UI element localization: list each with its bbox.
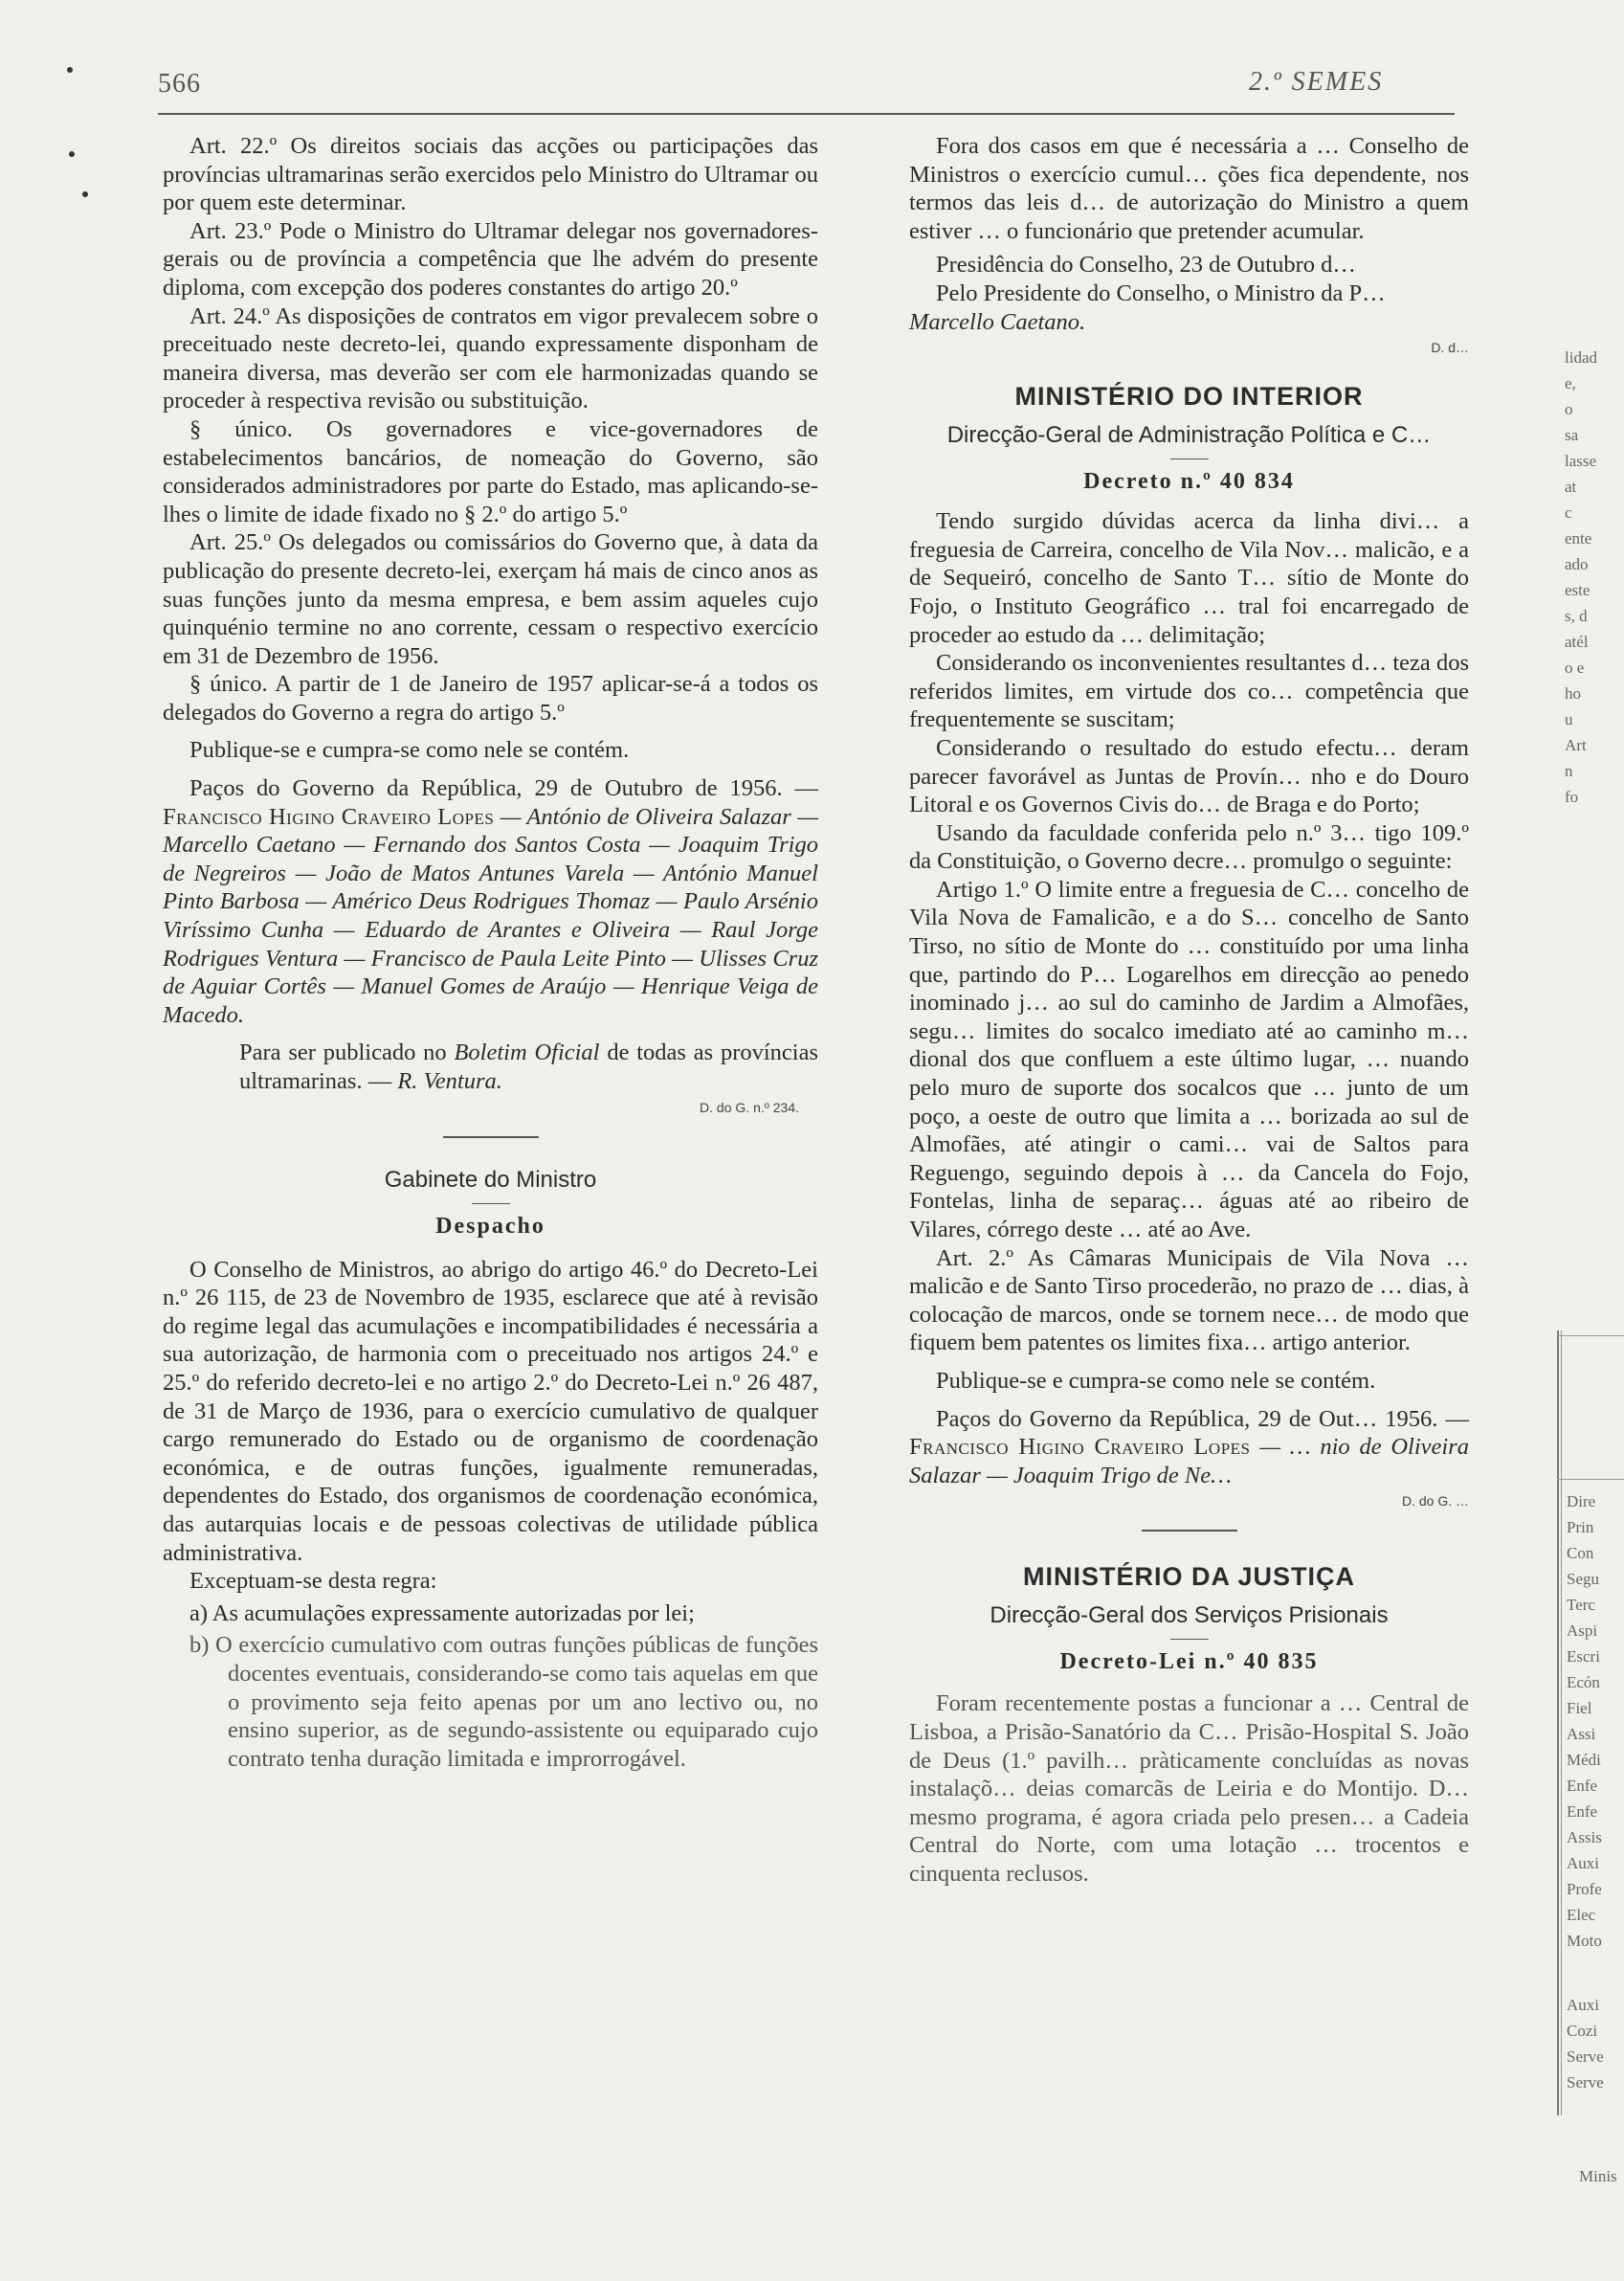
ministry-heading-interior: MINISTÉRIO DO INTERIOR <box>1014 382 1364 412</box>
president-signature: Francisco Higino Craveiro Lopes <box>163 803 495 830</box>
decree-law-body: Foram recentemente postas a funcionar a … Central de Lisboa, a Prisão-Sanatório da C… Prisão-Hospital S. João de Deus (1.º pavilh… pràticamente concluídas as novas instalaçõ… deias comarcãs de Leiria e do Montijo. D… mesmo programa, é agora criada pelo presen… a Cadeia Central do Norte, com uma lotação … trocentos e cinquenta reclusos. <box>909 1690 1469 1887</box>
article-23: Art. 23.º Pode o Ministro do Ultramar delegar nos governadores-gerais ou de província a competência que lhe advém do presente diploma, com excepção dos poderes constantes do artigo 20.º <box>163 217 818 301</box>
signer-caetano: Marcello Caetano. <box>909 308 1086 335</box>
despacho-body: O Conselho de Ministros, ao abrigo do artigo 46.º do Decreto-Lei n.º 26 115, de 23 de Novembro de 1935, esclarece que até à revisão do regime legal das acumulações e incompatibilidades é necessária a sua autorização, de harmonia com o preceituado nos artigos 24.º e 25.º do referido decreto-lei e no artigo 2.º do Decreto-Lei n.º 26 487, de 31 de Março de 1936, para o exercício cumulativo de qualquer cargo remunerado do Estado ou de organismo de coordenação económica, e de outras funções, igualmente remuneradas, dependentes do Estado, dos organismos de coordenação económica, das autarquias locais e de pessoas colectivas de utilidade pública administrativa. <box>163 1256 818 1566</box>
boletim-title: Boletim Oficial <box>454 1040 600 1066</box>
adjacent-page-fragments: lidad e, o sa lasse at c ente ado este s, d atél o e ho u Art n fo <box>1565 348 1597 806</box>
publication-note: Para ser publicado no Boletim Oficial de todas as províncias ultramarinas. — R. Ventura. <box>239 1040 819 1094</box>
binding-dot <box>69 151 75 157</box>
date-line: Paços do Governo da República, 29 de Outubro de 1956. — <box>189 775 818 802</box>
exception-b: b) O exercício cumulativo com outras funções públicas de funções docentes eventuais, considerando-se como tais aquelas em que o provimento seja feito apenas por um ano lectivo ou, no ensino superior, as de segundo-assistente ou equiparado cujo contrato tenha duração limitada e improrrogável. <box>189 1632 818 1772</box>
document-title: Despacho <box>435 1213 545 1239</box>
left-column <box>163 132 818 1773</box>
decree-law-title: Decreto-Lei n.º 40 835 <box>1059 1649 1319 1675</box>
publication-order: Publique-se e cumpra-se como nele se contém. <box>189 737 630 764</box>
decree-recital-3: Considerando o resultado do estudo efectu… deram parecer favorável as Juntas de Provín… nho e do Douro Litoral e os Governos Civis do… de Braga e do Porto; <box>909 734 1469 818</box>
signatures-paragraph: Paços do Governo da República, 29 de Out… 1956. — Francisco Higino Craveiro Lopes — … nio de Oliveira Salazar — Joaquim Trigo de Ne… <box>909 1405 1469 1488</box>
strip-rule <box>1561 1331 1562 2115</box>
page-header <box>0 0 1624 124</box>
directorate-heading: Direcção-Geral dos Serviços Prisionais <box>990 1602 1389 1629</box>
section-divider <box>443 1136 539 1138</box>
gazette-reference: D. d… <box>1431 340 1469 356</box>
page-number: 566 <box>158 69 201 99</box>
section-divider <box>1170 1639 1209 1640</box>
strip-rule <box>1557 1331 1559 2115</box>
strip-rule <box>1557 1335 1624 1336</box>
by-president-line: Pelo Presidente do Conselho, o Ministro da P… <box>936 280 1386 306</box>
article-22: Art. 22.º Os direitos sociais das acções ou participações das províncias ultramarinas serão exercidos pelo Ministro do Ultramar ou por quem este determinar. <box>163 133 818 216</box>
minister-signatures: — António de Oliveira Salazar — Marcello Caetano — Fernando dos Santos Costa — Joaquim Trigo de Negreiros — João de Matos Antunes Varela — António Manuel Pinto Barbosa — Américo Deus Rodrigues Thomaz — Paulo Arsénio Viríssimo Cunha — Eduardo de Arantes e Oliveira — Raul Jorge Rodrigues Ventura — Francisco de Paula Leite Pinto — Ulisses Cruz de Aguiar Cortês — Manuel Gomes de Araújo — Henrique Veiga de Macedo. <box>163 803 818 1028</box>
binding-dot <box>82 191 88 197</box>
section-divider <box>472 1203 510 1204</box>
article-24: Art. 24.º As disposições de contratos em vigor prevalecem sobre o preceituado neste decreto-lei, quando expressamente disponham de maneira diversa, mas deverão ser com ele harmonizadas quando se proceder à respectiva revisão ou substituição. <box>163 302 818 414</box>
adjacent-page-fragment-bottom: Minis <box>1579 2167 1617 2185</box>
publication-order: Publique-se e cumpra-se como nele se contém. <box>936 1367 1376 1394</box>
decree-recital-1: Tendo surgido dúvidas acerca da linha divi… a freguesia de Carreira, concelho de Vila Nov… malicão, e a de Sequeiró, concelho de Santo T… sítio de Monte do Fojo, o Instituto Geográfico … tral foi encarregado de proceder ao estudo da … delimitação; <box>909 508 1469 648</box>
article-25: Art. 25.º Os delegados ou comissários do Governo que, à data da publicação do presente decreto-lei, exerçam há mais de cinco anos as suas funções junto da mesma empresa, e bem assim aqueles cujo quinquénio termine no ano corrente, cessam o respectivo exercício em 31 de Dezembro de 1956. <box>163 529 818 669</box>
binding-dot <box>67 67 73 73</box>
strip-rule <box>1557 1479 1624 1480</box>
ministry-heading-justice: MINISTÉRIO DA JUSTIÇA <box>1022 1562 1356 1592</box>
directorate-heading: Direcção-Geral de Administração Política e C… <box>946 422 1432 449</box>
signatures-paragraph <box>163 774 818 1029</box>
exceptions-intro: Exceptuam-se desta regra: <box>189 1568 437 1595</box>
header-rule <box>158 113 1455 115</box>
adjacent-page-strip <box>1507 0 1624 2281</box>
article-24-single-paragraph: § único. Os governadores e vice-governadores de estabelecimentos bancários, de nomeação do Governo, são considerados administradores por parte do Estado, mas aplicando-se-lhes o limite de idade fixado no § 2.º do artigo 5.º <box>163 415 818 527</box>
presidency-line: Presidência do Conselho, 23 de Outubro d… <box>936 252 1356 279</box>
section-divider <box>1142 1530 1237 1532</box>
gazette-reference: D. do G. n.º 234. <box>700 1099 799 1115</box>
adjacent-table-fragments: Dire Prin Con Segu Terc Aspi Escri Ecón Fiel Assi Médi Enfe Enfe Assis Auxi Profe Elec Moto Auxi Cozi Serve Serve <box>1567 1492 1604 2091</box>
semester-label: 2.º SEMES <box>1249 67 1384 97</box>
decree-article-1: Artigo 1.º O limite entre a freguesia de C… concelho de Vila Nova de Famalicão, e a do S… concelho de Santo Tirso, no sítio de Monte do … constituído por uma linha que, partindo do P… Logarelhos em direcção ao penedo inominado j… ao sul do caminho de Jardim a Almofães, segu… limites do socalco imediato até ao caminho m… dional dos que confluem a este último lugar, … nuando pelo muro de suporte dos socalcos que … junto de um poço, a oeste de outro que limita a … borizada ao sul de Almofães, até atingir o cami… vai de Saltos para Reguengo, seguindo depois à … da Cancela do Fojo, Fontelas, linha de separaç… águas até ao ribeiro de Vilares, córrego deste … até ao Ave. <box>909 876 1469 1242</box>
exception-a: a) As acumulações expressamente autorizadas por lei; <box>189 1599 695 1626</box>
article-25-single-paragraph: § único. A partir de 1 de Janeiro de 1957 aplicar-se-á a todos os delegados do Governo a regra do artigo 5.º <box>163 671 818 726</box>
signer: R. Ventura. <box>397 1068 502 1094</box>
right-column <box>909 132 1469 1889</box>
decree-title: Decreto n.º 40 834 <box>1083 469 1295 495</box>
gazette-reference: D. do G. … <box>1401 1493 1469 1509</box>
section-heading: Gabinete do Ministro <box>384 1166 597 1193</box>
section-divider <box>1170 458 1209 459</box>
decree-recital-2: Considerando os inconvenientes resultantes d… teza dos referidos limites, em virtude dos co… competência que frequentemente se suscitam; <box>909 650 1469 733</box>
president-signature: Francisco Higino Craveiro Lopes <box>909 1434 1251 1461</box>
decree-article-2: Art. 2.º As Câmaras Municipais de Vila Nova … malicão e de Santo Tirso procederão, no prazo de … dias, à colocação de marcos, onde se tornem nece… de modo que fiquem bem patentes os limites fixa… artigo anterior. <box>909 1244 1469 1356</box>
decree-recital-4: Usando da faculdade conferida pelo n.º 3… tigo 109.º da Constituição, o Governo decre… promulgo o seguinte: <box>909 819 1469 875</box>
continuation-paragraph: Fora dos casos em que é necessária a … Conselho de Ministros o exercício cumul… ções fica dependente, nos termos das leis d… de autorização do Ministro a quem estiver … o funcionário que pretender acumular. <box>909 133 1469 244</box>
